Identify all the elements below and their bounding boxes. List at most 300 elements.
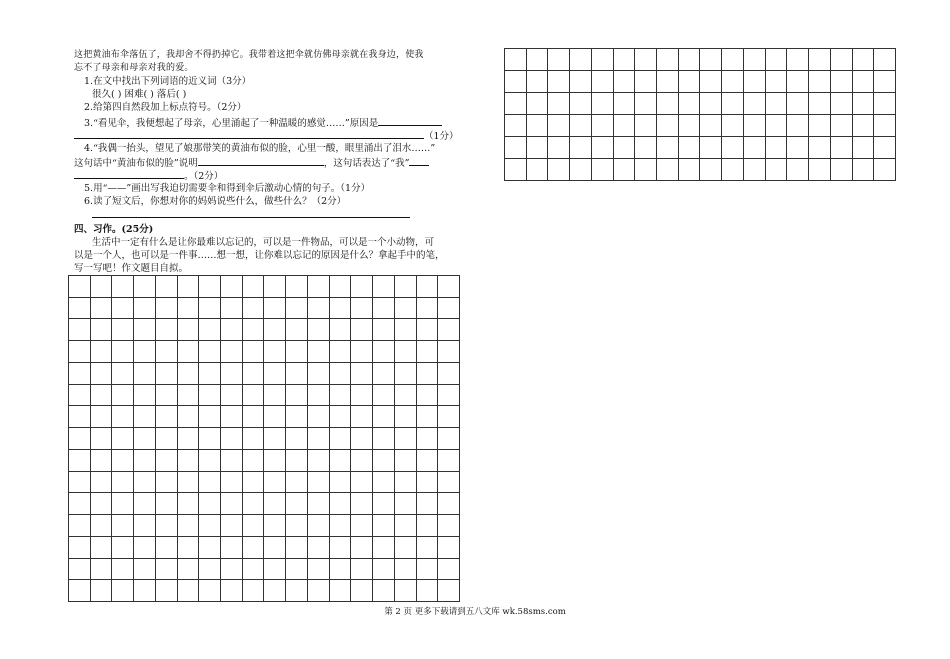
- grid-cell: [330, 276, 352, 298]
- grid-cell: [417, 537, 439, 559]
- grid-cell: [69, 515, 91, 537]
- grid-cell: [308, 515, 330, 537]
- grid-cell: [395, 406, 417, 428]
- grid-cell: [134, 363, 156, 385]
- grid-cell: [417, 472, 439, 494]
- grid-cell: [527, 49, 549, 71]
- grid-cell: [505, 93, 527, 115]
- grid-cell: [308, 472, 330, 494]
- grid-cell: [787, 137, 809, 159]
- grid-cell: [112, 385, 134, 407]
- grid-cell: [264, 580, 286, 602]
- grid-cell: [438, 580, 460, 602]
- question-5: 5.用“——”画出写我迫切需要伞和得到伞后激动心情的句子。（1分）: [84, 183, 371, 194]
- grid-cell: [69, 559, 91, 581]
- grid-cell: [700, 137, 722, 159]
- grid-cell: [330, 385, 352, 407]
- grid-cell: [570, 159, 592, 181]
- grid-cell: [373, 341, 395, 363]
- grid-cell: [308, 276, 330, 298]
- grid-cell: [395, 276, 417, 298]
- grid-cell: [178, 428, 200, 450]
- grid-cell: [351, 319, 373, 341]
- grid-cell: [438, 428, 460, 450]
- grid-cell: [112, 341, 134, 363]
- grid-cell: [527, 71, 549, 93]
- grid-cell: [373, 472, 395, 494]
- grid-cell: [766, 137, 788, 159]
- grid-cell: [548, 137, 570, 159]
- grid-cell: [330, 580, 352, 602]
- grid-cell: [657, 115, 679, 137]
- grid-cell: [809, 159, 831, 181]
- grid-cell: [221, 428, 243, 450]
- grid-cell: [91, 450, 113, 472]
- grid-cell: [438, 515, 460, 537]
- grid-cell: [614, 71, 636, 93]
- grid-cell: [373, 363, 395, 385]
- grid-cell: [308, 559, 330, 581]
- grid-cell: [614, 137, 636, 159]
- grid-cell: [351, 428, 373, 450]
- grid-cell: [156, 493, 178, 515]
- grid-cell: [330, 450, 352, 472]
- grid-cell: [438, 559, 460, 581]
- grid-cell: [221, 472, 243, 494]
- grid-cell: [134, 472, 156, 494]
- grid-cell: [351, 472, 373, 494]
- grid-cell: [853, 71, 875, 93]
- grid-cell: [112, 472, 134, 494]
- grid-cell: [286, 580, 308, 602]
- grid-cell: [330, 537, 352, 559]
- grid-cell: [286, 341, 308, 363]
- grid-cell: [199, 493, 221, 515]
- grid-cell: [417, 319, 439, 341]
- grid-cell: [438, 537, 460, 559]
- passage-line-1: 这把黄油布伞落伍了，我却舍不得扔掉它。我带着这把伞就仿佛母亲就在我身边，使我: [74, 50, 424, 60]
- grid-cell: [548, 93, 570, 115]
- grid-cell: [178, 406, 200, 428]
- grid-cell: [112, 559, 134, 581]
- question-4-line-3: [74, 169, 223, 183]
- grid-cell: [156, 559, 178, 581]
- grid-cell: [286, 493, 308, 515]
- grid-cell: [657, 93, 679, 115]
- grid-cell: [156, 406, 178, 428]
- grid-cell: [395, 319, 417, 341]
- grid-cell: [373, 298, 395, 320]
- grid-cell: [592, 115, 614, 137]
- grid-cell: [91, 515, 113, 537]
- grid-cell: [853, 49, 875, 71]
- grid-cell: [243, 428, 265, 450]
- grid-cell: [91, 537, 113, 559]
- grid-cell: [744, 115, 766, 137]
- grid-cell: [700, 115, 722, 137]
- grid-cell: [199, 428, 221, 450]
- grid-cell: [91, 580, 113, 602]
- grid-cell: [69, 428, 91, 450]
- grid-cell: [744, 159, 766, 181]
- grid-cell: [221, 341, 243, 363]
- grid-cell: [156, 580, 178, 602]
- grid-cell: [243, 450, 265, 472]
- grid-cell: [264, 559, 286, 581]
- grid-cell: [787, 71, 809, 93]
- grid-cell: [809, 49, 831, 71]
- grid-cell: [156, 385, 178, 407]
- grid-cell: [308, 319, 330, 341]
- grid-cell: [264, 406, 286, 428]
- grid-cell: [679, 115, 701, 137]
- grid-cell: [330, 559, 352, 581]
- grid-cell: [330, 341, 352, 363]
- grid-cell: [69, 298, 91, 320]
- grid-cell: [178, 537, 200, 559]
- grid-cell: [308, 298, 330, 320]
- grid-cell: [635, 137, 657, 159]
- grid-cell: [679, 137, 701, 159]
- question-4-line-1: 4.“我偶一抬头，望见了娘那带笑的黄油布似的脸，心里一酸，眼里涌出了泪水……”: [84, 143, 436, 154]
- grid-cell: [264, 450, 286, 472]
- grid-cell: [438, 319, 460, 341]
- grid-cell: [417, 341, 439, 363]
- grid-cell: [243, 580, 265, 602]
- grid-cell: [505, 71, 527, 93]
- grid-cell: [744, 71, 766, 93]
- grid-cell: [570, 93, 592, 115]
- grid-cell: [417, 363, 439, 385]
- grid-cell: [243, 406, 265, 428]
- grid-cell: [614, 93, 636, 115]
- grid-cell: [264, 515, 286, 537]
- grid-cell: [417, 450, 439, 472]
- grid-cell: [592, 49, 614, 71]
- grid-cell: [351, 580, 373, 602]
- grid-cell: [438, 276, 460, 298]
- grid-cell: [679, 93, 701, 115]
- question-3-text: 3.“看见伞，我便想起了母亲，心里涌起了一种温暖的感觉……”原因是: [84, 118, 379, 129]
- grid-cell: [722, 71, 744, 93]
- grid-cell: [722, 49, 744, 71]
- grid-cell: [330, 472, 352, 494]
- grid-cell: [156, 341, 178, 363]
- question-4-line-2: [74, 156, 429, 170]
- grid-cell: [505, 49, 527, 71]
- grid-cell: [853, 115, 875, 137]
- grid-cell: [91, 406, 113, 428]
- grid-cell: [373, 580, 395, 602]
- question-3: [84, 116, 442, 130]
- grid-cell: [592, 93, 614, 115]
- grid-cell: [505, 137, 527, 159]
- grid-cell: [199, 450, 221, 472]
- grid-cell: [722, 93, 744, 115]
- grid-cell: [69, 319, 91, 341]
- grid-cell: [308, 428, 330, 450]
- grid-cell: [722, 137, 744, 159]
- grid-cell: [286, 472, 308, 494]
- grid-cell: [330, 515, 352, 537]
- question-2: 2.给第四自然段加上标点符号。（2分）: [84, 102, 247, 113]
- grid-cell: [264, 493, 286, 515]
- grid-cell: [395, 341, 417, 363]
- question-4-text-a: 这句话中“黄油布似的脸”说明: [74, 158, 198, 169]
- grid-cell: [417, 385, 439, 407]
- grid-cell: [351, 559, 373, 581]
- grid-cell: [527, 159, 549, 181]
- grid-cell: [91, 276, 113, 298]
- grid-cell: [614, 49, 636, 71]
- grid-cell: [156, 472, 178, 494]
- grid-cell: [308, 450, 330, 472]
- grid-cell: [438, 450, 460, 472]
- grid-cell: [243, 537, 265, 559]
- question-4-text-b: ，这句话表达了“我”: [323, 158, 410, 169]
- grid-cell: [178, 363, 200, 385]
- grid-cell: [112, 406, 134, 428]
- answer-blank: [74, 129, 424, 139]
- grid-cell: [199, 537, 221, 559]
- grid-cell: [766, 93, 788, 115]
- grid-cell: [199, 580, 221, 602]
- grid-cell: [351, 406, 373, 428]
- answer-blank: [198, 156, 324, 166]
- grid-cell: [221, 537, 243, 559]
- grid-cell: [156, 537, 178, 559]
- grid-cell: [592, 137, 614, 159]
- grid-cell: [874, 137, 896, 159]
- grid-cell: [134, 406, 156, 428]
- grid-cell: [417, 428, 439, 450]
- grid-cell: [809, 137, 831, 159]
- grid-cell: [112, 515, 134, 537]
- grid-cell: [635, 71, 657, 93]
- grid-cell: [722, 115, 744, 137]
- grid-cell: [178, 515, 200, 537]
- grid-cell: [134, 276, 156, 298]
- grid-cell: [286, 363, 308, 385]
- grid-cell: [373, 493, 395, 515]
- grid-cell: [395, 515, 417, 537]
- grid-cell: [156, 515, 178, 537]
- grid-cell: [112, 493, 134, 515]
- question-6: 6.读了短文后，你想对你的妈妈说些什么，做些什么？（2分）: [84, 196, 347, 207]
- grid-cell: [199, 276, 221, 298]
- section-4-heading: 四、习作。(25分): [74, 224, 154, 235]
- grid-cell: [527, 115, 549, 137]
- grid-cell: [874, 115, 896, 137]
- grid-cell: [831, 115, 853, 137]
- question-1-words: 很久( ) 困难( ) 落后( ): [92, 89, 187, 100]
- grid-cell: [635, 115, 657, 137]
- grid-cell: [69, 580, 91, 602]
- grid-cell: [69, 493, 91, 515]
- grid-cell: [308, 341, 330, 363]
- grid-cell: [351, 276, 373, 298]
- grid-cell: [221, 580, 243, 602]
- grid-cell: [69, 406, 91, 428]
- essay-writing-grid: [68, 275, 460, 602]
- grid-cell: [112, 580, 134, 602]
- grid-cell: [787, 159, 809, 181]
- grid-cell: [787, 93, 809, 115]
- grid-cell: [766, 115, 788, 137]
- grid-cell: [178, 580, 200, 602]
- grid-cell: [286, 298, 308, 320]
- grid-cell: [373, 537, 395, 559]
- grid-cell: [679, 71, 701, 93]
- grid-cell: [395, 472, 417, 494]
- grid-cell: [134, 580, 156, 602]
- grid-cell: [700, 93, 722, 115]
- grid-cell: [156, 319, 178, 341]
- grid-cell: [351, 515, 373, 537]
- grid-cell: [330, 319, 352, 341]
- grid-cell: [243, 493, 265, 515]
- grid-cell: [112, 428, 134, 450]
- grid-cell: [417, 298, 439, 320]
- grid-cell: [221, 319, 243, 341]
- grid-cell: [199, 515, 221, 537]
- grid-cell: [657, 49, 679, 71]
- grid-cell: [264, 428, 286, 450]
- grid-cell: [178, 472, 200, 494]
- grid-cell: [809, 115, 831, 137]
- grid-cell: [395, 428, 417, 450]
- grid-cell: [112, 363, 134, 385]
- grid-cell: [221, 559, 243, 581]
- grid-cell: [243, 515, 265, 537]
- grid-cell: [570, 71, 592, 93]
- grid-cell: [351, 298, 373, 320]
- grid-cell: [614, 159, 636, 181]
- grid-cell: [264, 319, 286, 341]
- grid-cell: [787, 115, 809, 137]
- grid-cell: [308, 385, 330, 407]
- grid-cell: [264, 341, 286, 363]
- grid-cell: [351, 341, 373, 363]
- grid-cell: [199, 319, 221, 341]
- essay-prompt-1: 生活中一定有什么是让你最难以忘记的，可以是一件物品，可以是一个小动物，可: [92, 237, 435, 248]
- grid-cell: [548, 71, 570, 93]
- grid-cell: [438, 406, 460, 428]
- grid-cell: [221, 298, 243, 320]
- grid-cell: [395, 493, 417, 515]
- grid-cell: [438, 363, 460, 385]
- grid-cell: [548, 49, 570, 71]
- grid-cell: [330, 363, 352, 385]
- grid-cell: [134, 515, 156, 537]
- grid-cell: [570, 137, 592, 159]
- grid-cell: [395, 385, 417, 407]
- grid-cell: [156, 298, 178, 320]
- grid-cell: [351, 385, 373, 407]
- grid-cell: [178, 298, 200, 320]
- grid-cell: [744, 49, 766, 71]
- grid-cell: [221, 406, 243, 428]
- grid-cell: [221, 493, 243, 515]
- grid-cell: [308, 406, 330, 428]
- grid-cell: [91, 472, 113, 494]
- grid-cell: [351, 363, 373, 385]
- grid-cell: [112, 450, 134, 472]
- page-footer: 第 2 页 更多下载请到五八文库 wk.58sms.com: [384, 607, 566, 617]
- grid-cell: [308, 580, 330, 602]
- grid-cell: [243, 341, 265, 363]
- grid-cell: [527, 93, 549, 115]
- essay-prompt-3: 写一写吧！作文题目自拟。: [74, 263, 189, 274]
- grid-cell: [199, 298, 221, 320]
- grid-cell: [874, 93, 896, 115]
- grid-cell: [570, 115, 592, 137]
- grid-cell: [91, 428, 113, 450]
- grid-cell: [438, 298, 460, 320]
- grid-cell: [831, 137, 853, 159]
- grid-cell: [286, 276, 308, 298]
- grid-cell: [286, 406, 308, 428]
- essay-writing-grid-continued: [504, 48, 896, 181]
- passage-line-2: 忘不了母亲和母亲对我的爱。: [74, 63, 194, 73]
- grid-cell: [199, 559, 221, 581]
- question-3-continuation: [74, 129, 459, 143]
- grid-cell: [505, 159, 527, 181]
- grid-cell: [635, 159, 657, 181]
- grid-cell: [766, 49, 788, 71]
- grid-cell: [831, 93, 853, 115]
- grid-cell: [548, 159, 570, 181]
- grid-cell: [199, 363, 221, 385]
- grid-cell: [264, 537, 286, 559]
- grid-cell: [134, 341, 156, 363]
- grid-cell: [91, 298, 113, 320]
- grid-cell: [417, 276, 439, 298]
- grid-cell: [243, 319, 265, 341]
- grid-cell: [264, 385, 286, 407]
- grid-cell: [178, 559, 200, 581]
- grid-cell: [395, 450, 417, 472]
- grid-cell: [395, 363, 417, 385]
- grid-cell: [330, 406, 352, 428]
- grid-cell: [373, 450, 395, 472]
- grid-cell: [831, 71, 853, 93]
- grid-cell: [112, 537, 134, 559]
- grid-cell: [592, 71, 614, 93]
- grid-cell: [178, 450, 200, 472]
- grid-cell: [657, 137, 679, 159]
- question-1: 1.在文中找出下列词语的近义词（3分）: [84, 76, 252, 87]
- grid-cell: [134, 385, 156, 407]
- grid-cell: [657, 159, 679, 181]
- grid-cell: [178, 319, 200, 341]
- grid-cell: [178, 276, 200, 298]
- grid-cell: [417, 559, 439, 581]
- grid-cell: [199, 406, 221, 428]
- grid-cell: [221, 450, 243, 472]
- grid-cell: [417, 406, 439, 428]
- grid-cell: [635, 93, 657, 115]
- grid-cell: [373, 319, 395, 341]
- grid-cell: [308, 537, 330, 559]
- grid-cell: [221, 515, 243, 537]
- grid-cell: [199, 472, 221, 494]
- grid-cell: [221, 363, 243, 385]
- grid-cell: [373, 428, 395, 450]
- grid-cell: [766, 159, 788, 181]
- grid-cell: [744, 93, 766, 115]
- grid-cell: [156, 363, 178, 385]
